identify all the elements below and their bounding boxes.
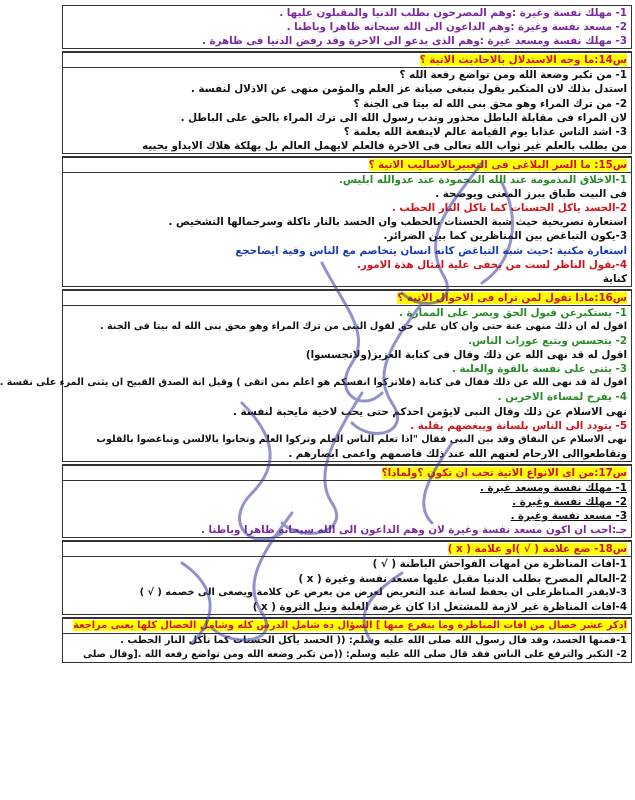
q17-line-1: 1- مهلك نفسة ومسعد غيرة . (480, 482, 627, 494)
final-line-1: 1-فمنها الحسد، وقد قال رسول الله صلى الله عليه وسلم: (( الحسد يأكل الحسنات كما تأكل النار الحطب . (120, 634, 627, 646)
q16-line-11: وتقاطعواالى الارحام لعنهم الله عند ذلك فاصمهم واعمى ابصارهم . (288, 447, 627, 460)
q17-line-3: 3- مسعد نفسة وغيرة . (510, 510, 627, 523)
document-page (0, 3, 632, 797)
final-question-title: اذكر عشر خصال من افات المناظرة وما يتفرع منها ] السؤال دة شامل الدرس كله وشامل الخصال كلها يعنى مراجعة (63, 618, 631, 634)
q14-line-6: من يطلب بالعلم غير ثواب الله تعالى فى الاخرة فالعلم لايهمل العالم بل يهلكة هلاك الابداو يحييه (142, 139, 627, 152)
q15-line-3: 2-الحسد ياكل الحسنات كما تاكل النار الحطب . (391, 202, 627, 215)
q16-line-1: 1- يستكبرعن قبول الحق ويصر على الممارة . (399, 306, 627, 319)
question-14-title: س14:ما وجه الاستدلال بالاحاديث الاتية ؟ (63, 52, 631, 68)
q18-line-2: 2-العالم المصرح بطلب الدنيا مقبل عليها مسعد نفسة وغيرة ( x ) (298, 572, 627, 585)
q15-line-2: فى البيت طباق يبرز المعنى ويوضحة . (435, 188, 627, 201)
q18-line-1: 1-افات المناظرة من امهات الفواحش الباطنة ( √ ) (372, 558, 627, 571)
q16-line-4: اقول له قد نهى الله عن ذلك وقال فى كتابة العزيز(ولاتجسسوا) (305, 349, 627, 362)
question-14-block (62, 51, 632, 154)
question-18-block (62, 540, 632, 614)
final-line-2: 2- التكبر والترفع على الناس فقد قال صلى الله عليه وسلم: ((من تكبر وضعه الله ومن تواضع رفعه الله .[وقال صلى (83, 649, 627, 661)
q16-line-5: 3- يثنى على نفسة بالقوة والغلبة . (451, 363, 627, 376)
question-16-title: س16:ماذا تقول لمن تراه فى الاحوال الاتية ؟ (63, 290, 631, 306)
q15-line-4: استعارة تصريحية حيث شبة الحسنات بالحطب وان الحسد بالنار تاكلة وسرجمالها التشخيص . (168, 216, 627, 229)
intro-line-1: 1- مهلك نفسة وغيرة :وهم المصرحون بطلب الدنيا والمقبلون عليها . (279, 7, 627, 19)
q18-line-3: 3-لايقدر المناظرعلى ان يحفظ لسانة عند التعريض لعرض من يعرض عن كلامة ويصغى الى خصمه ( √ ) (139, 586, 627, 598)
intro-block (62, 5, 632, 49)
question-15-title: س15: ما السر البلاغى فى التعبيربالاساليب الاتية ؟ (63, 157, 631, 173)
question-16-block (0, 289, 632, 462)
q17-line-2: 2- مهلك نفسة وغيرة . (512, 496, 627, 509)
q14-line-1: 1- من تكبر وضعة الله ومن تواضع رفعة الله ؟ (399, 69, 627, 82)
q15-line-7: 4-يقول الناظر لست من يخفى علية امثال هذة الامور. (357, 258, 627, 271)
q15-line-1: 1-الاخلاق المذمومة عند الله المحمودة عند عدوالله ابليس. (338, 174, 627, 187)
question-18-title: س18- ضع علامة ( √ )او علامة ( x ) (63, 541, 631, 557)
question-17-title: س17:من اى الانواع الاتية تحب ان تكون ؟ولماذا؟ (63, 465, 631, 481)
q14-line-2: استدل بذلك لان المتكبر يقول ينبغى صيانة عز العلم والمؤمن منهى عن الاذلال لنفسة . (190, 83, 627, 96)
intro-line-3: 3- مهلك نفسة ومسعد غيرة :وهم الذى يدعو الى الاخرة وقد رفض الدنيا فى ظاهرة . (202, 35, 627, 48)
q15-line-6: استعارة مكنية :حيث شبة التباغض كانه انسان يتخاصم مع الناس وفية ايضاحجع (235, 244, 627, 257)
q16-line-2: اقول له ان ذلك منهى عنة حتى وان كان على حق لقول النبى من ترك المراء وهو محق بنى الله له بيتا فى الجنة . (99, 320, 627, 332)
q18-line-4: 4-افات المناظرة غير لازمة للمشتغل اذا كان غرضة الغلبة ونيل الثروة ( x ) (252, 600, 627, 613)
q16-line-8: نهى الاسلام عن ذلك وقال النبى لايؤمن احدكم حتى يحب لاخية مايحبة لنفسة . (232, 405, 627, 418)
q16-line-3: 2- يتجسس ويتبع عورات الناس. (468, 335, 627, 348)
q14-line-4: لان المراء فى مقابلة الباطل محذور وندب رسول الله الى ترك المراء بالحق على الباطل . (180, 111, 627, 124)
q16-line-7: 4- يفرح لمساءة الاخرين . (497, 391, 627, 404)
final-question-block (62, 617, 632, 663)
question-17-block (62, 464, 632, 538)
q17-answer: جـ:احب ان اكون مسعد نفسة وغيرة لان وهم الداعون الى الله سبحانه ظاهرا وباطنا . (201, 524, 627, 537)
question-15-block (62, 156, 632, 287)
q15-line-8: كناية (602, 272, 627, 285)
q15-line-5: 3-يكون التباغض بين المناظرين كما بين الضرائر. (383, 230, 627, 243)
q16-line-9: 5- يتودد الى الناس بلسانة ويبغضهم بقلبة . (410, 419, 627, 432)
q14-line-5: 3- اشد الناس عذابا يوم القيامة عالم لاينفعة الله بعلمة ؟ (343, 125, 627, 138)
intro-line-2: 2- مسعد نفسة وغيرة :وهم الداعون الى الله سبحانه ظاهرا وباطنا . (286, 21, 627, 34)
q14-line-3: 2- من ترك المراء وهو محق بنى الله له بيتا فى الجنة ؟ (353, 97, 627, 110)
q16-line-6: اقول لة قد نهى الله عن ذلك فقال فى كتابة (فلاتزكوا انفسكم هو اعلم بمن اتقى ) وقيل انة الصدق القبيح ان يثنى المرء على نفسة . (0, 377, 627, 389)
q16-line-10: نهى الاسلام عن النفاق وقد بين النبى فقال "اذا تعلم الناس العلم وتركوا العلم وتحابوا بالالسن وتباغضوا بالقلوب (96, 433, 627, 445)
